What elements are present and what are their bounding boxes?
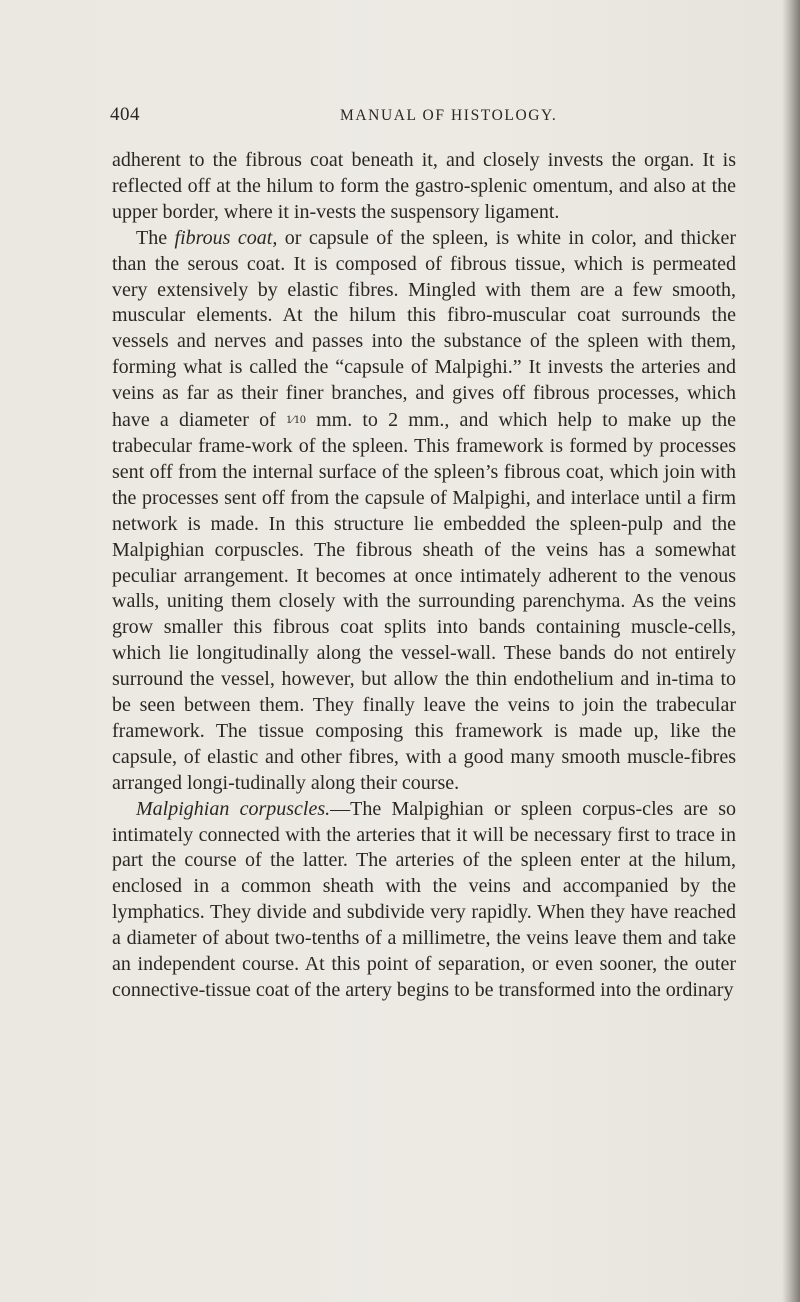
paragraph-2-lead: fibrous coat, [174, 226, 278, 249]
paragraph-2-text-cont: mm. to 2 mm., and which help to make up the trabecular frame-work of the spleen. This framework is formed by processes sent off from the internal surface of the spleen’s fibrous coat, which join with the processes sent off from the capsule of Malpighi, and interlace until a firm network is made. In this structure lie embedded the spleen-pulp and the Malpighian corpuscles. The fibrous sheath of the veins has a somewhat peculiar arrangement. It becomes at once intimately adherent to the venous walls, uniting them closely with the surrounding parenchyma. As the veins grow smaller this fibrous coat splits into bands containing muscle-cells, which lie longitudinally along the vessel-wall. These bands do not entirely surround the vessel, however, but allow the thin endothelium and in-tima to be seen between them. They finally leave the veins to join the trabecular framework. The tissue composing this framework is made up, like the capsule, of elastic and other fibres, with a good many smooth muscle-fibres arranged longi-tudinally along their course. [112, 409, 736, 794]
fraction: 1⁄10 [285, 412, 306, 427]
paragraph-3 [112, 797, 736, 1004]
running-title: MANUAL OF HISTOLOGY. [340, 107, 558, 124]
page-number: 404 [110, 104, 140, 125]
paragraph-1 [112, 148, 736, 226]
text-body [112, 148, 736, 1004]
paragraph-1-text: adherent to the fibrous coat beneath it, and closely invests the organ. It is reflected off at the hilum to form the gastro-splenic omentum, and also at the upper border, where it in-vests the suspensory ligament. [112, 149, 736, 223]
paragraph-3-text: —The Malpighian or spleen corpus-cles are so intimately connected with the arteries that it will be necessary first to trace in part the course of the latter. The arteries of the spleen enter at the hilum, enclosed in a common sheath with the veins and accompanied by the lymphatics. They divide and subdivide very rapidly. When they have reached a diameter of about two-tenths of a millimetre, the veins leave them and take an independent course. At this point of separation, or even sooner, the outer connective-tissue coat of the artery begins to be transformed into the ordinary [112, 797, 736, 1001]
paragraph-2-pre: The [136, 226, 175, 249]
paragraph-2-text: or capsule of the spleen, is white in color, and thicker than the serous coat. It is composed of fibrous tissue, which is permeated very extensively by elastic fibres. Mingled with them are a few smooth, muscular elements. At the hilum this fibro-muscular coat surrounds the vessels and nerves and passes into the substance of the spleen with them, forming what is called the “capsule of Malpighi.” It invests the arteries and veins as far as their finer branches, and gives off fibrous processes, which have a diameter of [112, 226, 736, 432]
paragraph-2 [112, 226, 736, 797]
running-head [110, 104, 735, 130]
binding-shadow [782, 0, 800, 1302]
paragraph-3-lead: Malpighian corpuscles. [136, 797, 331, 820]
